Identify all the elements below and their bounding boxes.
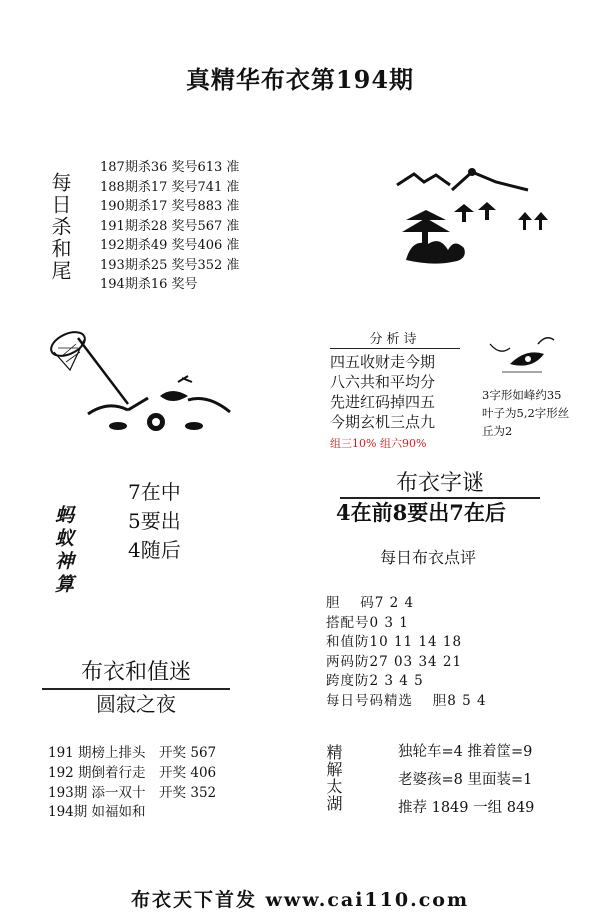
sum-riddle-subtitle: 圆寂之夜 <box>96 692 176 716</box>
analysis-poem <box>330 328 460 454</box>
daily-review-title: 每日布衣点评 <box>380 548 477 567</box>
list-item: 191期杀28 奖号567 准 <box>100 218 240 234</box>
list-item: 187期杀36 奖号613 准 <box>100 160 240 175</box>
fine-list <box>398 738 534 822</box>
list-item: 和值防10 11 14 18 <box>326 634 463 651</box>
poem-line: 今期玄机三点九 <box>330 413 436 431</box>
list-item: 推荐 1849 一组 849 <box>398 800 535 816</box>
list-item: 193期杀25 奖号352 准 <box>100 257 240 273</box>
poem-line: 先进红码掉四五 <box>330 393 436 411</box>
list-item: 胆 码7 2 4 <box>326 595 415 611</box>
list-item: 193期 添一双十 开奖 352 <box>48 784 217 801</box>
net-fish-illustration <box>48 322 248 442</box>
footer-banner: 布衣天下首发 www.cai110.com <box>130 889 470 911</box>
list-item: 188期杀17 奖号741 准 <box>100 179 240 195</box>
list-item: 搭配号0 3 1 <box>326 614 409 631</box>
ant-line: 5要出 <box>128 509 181 533</box>
poem-title: 分析诗 <box>330 328 460 349</box>
leaf-illustration <box>482 330 562 380</box>
hint-line: 丘为2 <box>482 424 513 438</box>
mountain-trees-illustration <box>392 160 562 270</box>
ant-label: 蚂蚁神算 <box>52 505 74 597</box>
page-title: 真精华布衣第194期 <box>185 65 415 94</box>
poem-line: 八六共和平均分 <box>330 373 436 391</box>
daily-kill-list <box>100 158 239 295</box>
list-item: 190期杀17 奖号883 准 <box>100 199 240 214</box>
sum-riddle-title: 布衣和值迷 <box>42 655 230 690</box>
ant-line: 7在中 <box>128 480 181 504</box>
riddle-title: 布衣字谜 <box>340 466 540 499</box>
list-item: 老婆孩=8 里面装=1 <box>398 772 533 788</box>
list-item: 独轮车=4 推着筐=9 <box>398 744 533 760</box>
shape-hint <box>482 386 592 440</box>
list-item: 跨度防2 3 4 5 <box>326 673 424 690</box>
daily-review-list <box>326 594 487 712</box>
list-item: 191 期榜上排头 开奖 567 <box>48 745 217 761</box>
poem-line: 四五收财走今期 <box>330 353 436 371</box>
list-item: 两码防27 03 34 21 <box>326 653 463 670</box>
list-item: 192期杀49 奖号406 准 <box>100 238 240 253</box>
ant-lines <box>128 478 181 565</box>
list-item: 194期杀16 奖号 <box>100 277 198 292</box>
list-item: 192 期倒着行走 开奖 406 <box>48 764 217 781</box>
poem-group-ratio: 组三10% 组六90% <box>330 437 427 450</box>
list-item: 每日号码精选 胆8 5 4 <box>326 692 487 709</box>
hint-line: 叶子为5,2字形丝 <box>482 406 570 420</box>
daily-kill-label: 每日杀和尾 <box>48 172 72 282</box>
sum-riddle-history <box>48 744 216 823</box>
hint-line: 3字形如峰约35 <box>482 388 562 402</box>
ant-line: 4随后 <box>128 538 181 562</box>
list-item: 194期 如福如和 <box>48 804 146 821</box>
fine-label: 精解太湖 <box>324 744 343 812</box>
riddle-text: 4在前8要出7在后 <box>336 500 506 525</box>
